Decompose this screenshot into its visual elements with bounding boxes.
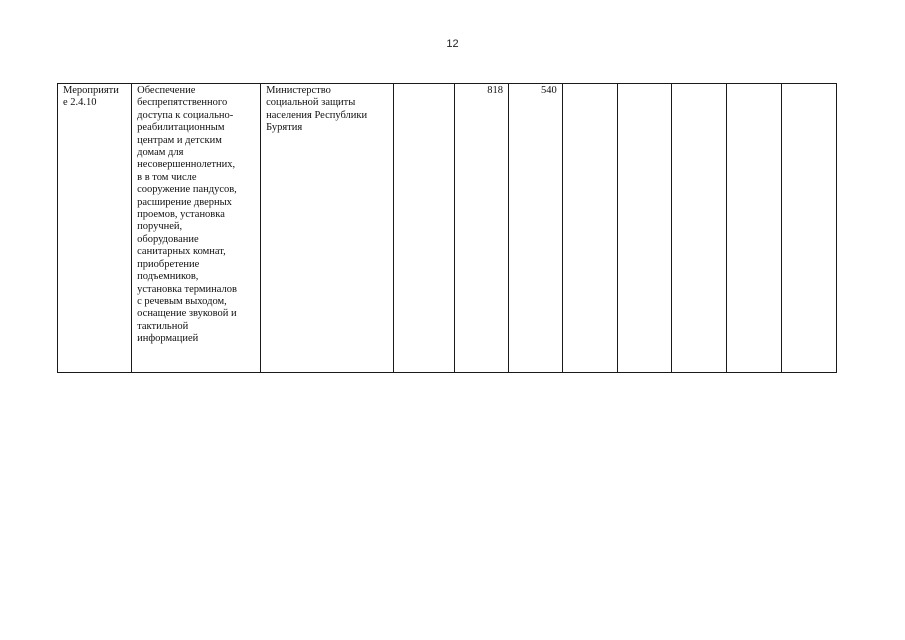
executor-line: населения Республики [266, 109, 368, 121]
description-line: тактильной [137, 320, 189, 332]
description-line: доступа к социально- [137, 109, 234, 121]
value-cell-2: 540 [508, 84, 562, 373]
description-line: в в том числе [137, 171, 197, 183]
description-line: центрам и детским [137, 134, 222, 146]
executor-line: социальной защиты [266, 97, 356, 109]
description-line: расширение дверных [137, 196, 232, 208]
empty-cell [617, 84, 672, 373]
empty-cell [782, 84, 837, 373]
activity-code-cell [58, 84, 132, 373]
description-line: приобретение [137, 258, 200, 270]
empty-cell [562, 84, 617, 373]
page-number: 12 [446, 38, 459, 50]
table-row [58, 84, 837, 373]
description-line: оснащение звуковой и [137, 308, 237, 320]
description-line: оборудование [137, 233, 199, 245]
value-cell-1: 818 [455, 84, 509, 373]
executor-line: Бурятия [266, 122, 303, 134]
description-line: информацией [137, 333, 199, 345]
description-line: с речевым выходом, [137, 295, 227, 307]
description-line: несовершеннолетних, [137, 159, 236, 171]
activity-code-line: е 2.4.10 [63, 97, 97, 109]
description-line: сооружение пандусов, [137, 184, 237, 196]
description-line: Обеспечение [137, 85, 196, 96]
empty-cell [727, 84, 782, 373]
executor-line: Министерство [266, 85, 331, 96]
executor-cell [261, 84, 394, 373]
description-line: установка терминалов [137, 283, 237, 295]
empty-cell [672, 84, 727, 373]
activity-code-line: Мероприяти [63, 85, 119, 96]
activity-description-cell [132, 84, 261, 373]
description-line: проемов, установка [137, 209, 225, 221]
empty-cell [394, 84, 455, 373]
description-line: санитарных комнат, [137, 246, 226, 258]
description-line: подъемников, [137, 271, 199, 283]
description-line: поручней, [137, 221, 183, 233]
description-line: беспрепятственного [137, 97, 228, 109]
description-line: реабилитационным [137, 122, 225, 134]
description-line: домам для [137, 147, 184, 159]
program-table [57, 83, 837, 373]
